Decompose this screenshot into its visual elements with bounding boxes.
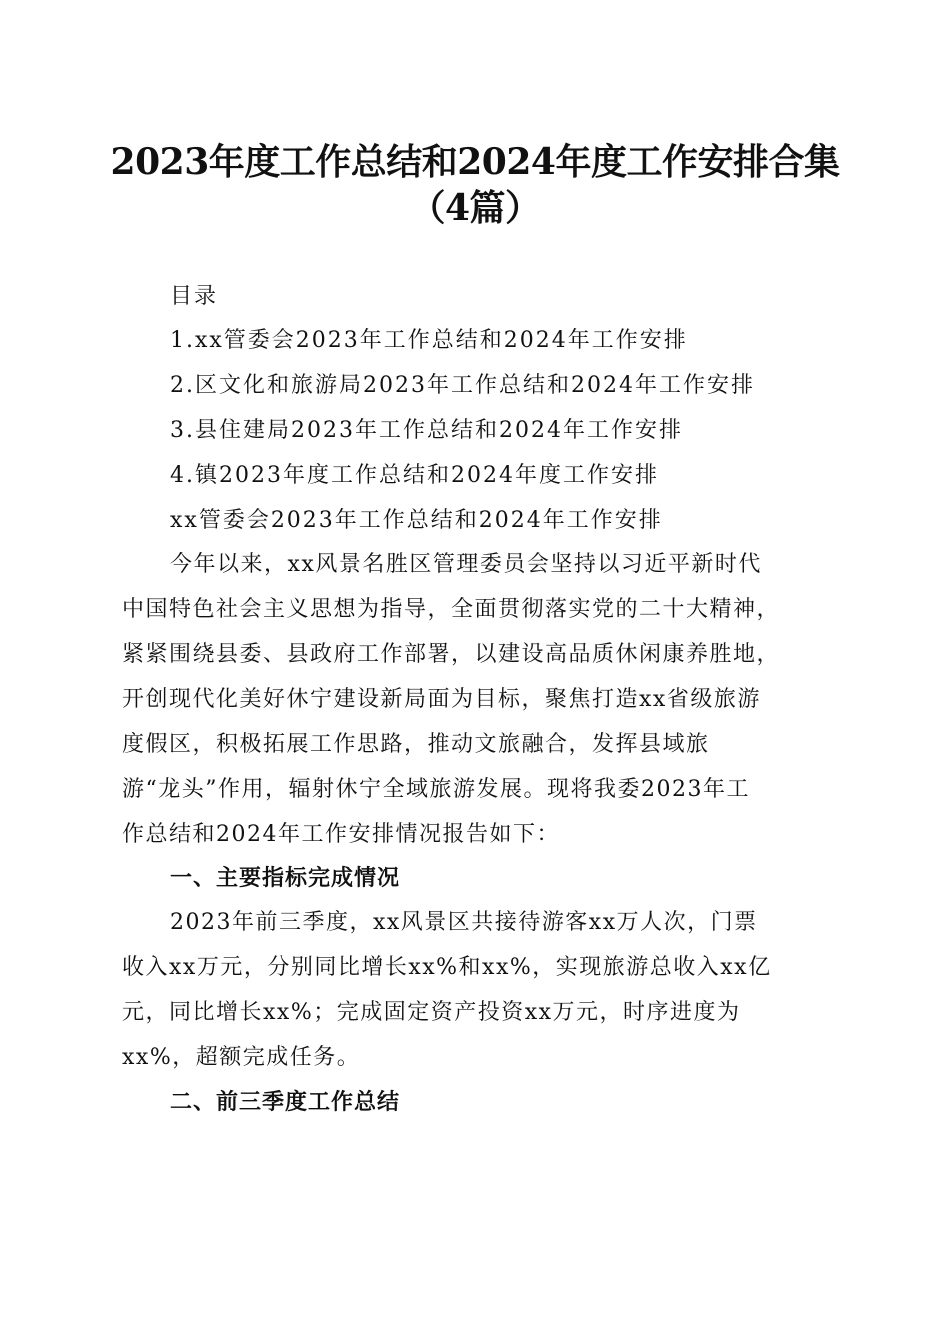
toc-item: 3.县住建局2023年工作总结和2024年工作安排	[170, 418, 683, 443]
paragraph-line: 紧紧围绕县委、县政府工作部署，以建设高品质休闲康养胜地，	[122, 642, 781, 667]
toc-item: 4.镇2023年度工作总结和2024年度工作安排	[170, 463, 659, 488]
paragraph-line: 作总结和2024年工作安排情况报告如下：	[122, 822, 560, 847]
article-subtitle: xx管委会2023年工作总结和2024年工作安排	[170, 508, 663, 533]
document-title: 2023年度工作总结和2024年度工作安排合集	[110, 141, 840, 183]
document-title-count: （4篇）	[409, 187, 541, 229]
toc-item: 2.区文化和旅游局2023年工作总结和2024年工作安排	[170, 373, 755, 398]
toc-label: 目录	[170, 284, 219, 309]
paragraph-line: 中国特色社会主义思想为指导，全面贯彻落实党的二十大精神，	[122, 597, 781, 622]
section-heading: 一、主要指标完成情况	[170, 866, 401, 891]
section-heading: 二、前三季度工作总结	[170, 1090, 401, 1115]
paragraph-line: 开创现代化美好休宁建设新局面为目标，聚焦打造xx省级旅游	[122, 687, 761, 712]
paragraph-line: 度假区，积极拓展工作思路，推动文旅融合，发挥县域旅	[122, 732, 710, 757]
paragraph-line: 收入xx万元，分别同比增长xx%和xx%，实现旅游总收入xx亿	[122, 955, 772, 980]
paragraph-line: 元，同比增长xx%；完成固定资产投资xx万元，时序进度为	[122, 1000, 741, 1025]
paragraph-line: 2023年前三季度，xx风景区共接待游客xx万人次，门票	[170, 910, 758, 935]
paragraph-line: 游“龙头”作用，辐射休宁全域旅游发展。现将我委2023年工	[122, 777, 750, 802]
paragraph-line: xx%，超额完成任务。	[122, 1045, 361, 1070]
toc-item: 1.xx管委会2023年工作总结和2024年工作安排	[170, 328, 688, 353]
paragraph-line: 今年以来，xx风景名胜区管理委员会坚持以习近平新时代	[170, 552, 762, 577]
